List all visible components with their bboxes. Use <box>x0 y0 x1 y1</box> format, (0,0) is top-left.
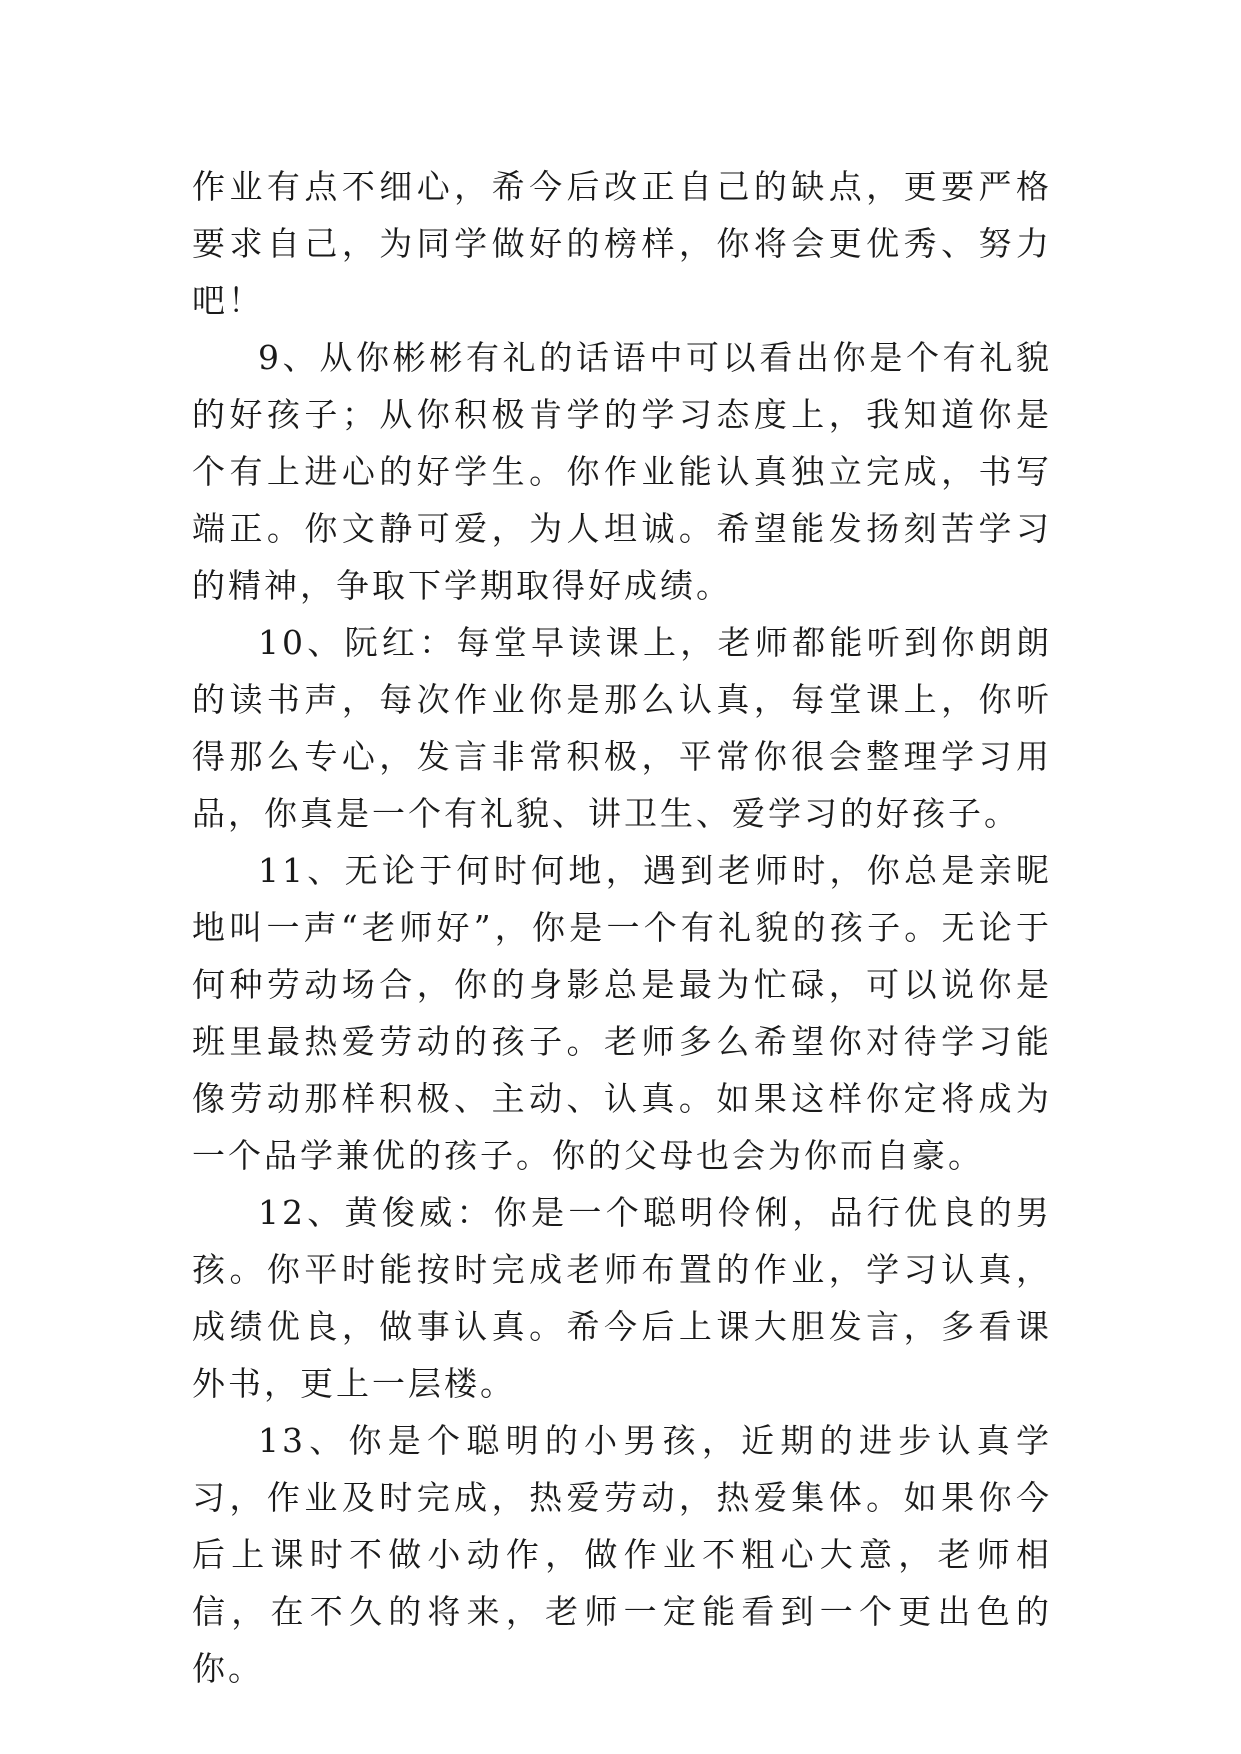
paragraph-item-12: 12、黄俊威：你是一个聪明伶俐，品行优良的男孩。你平时能按时完成老师布置的作业，学习认真，成绩优良，做事认真。希今后上课大胆发言，多看课外书，更上一层楼。 <box>192 1193 1052 1403</box>
paragraph-continuation: 作业有点不细心，希今后改正自己的缺点，更要严格要求自己，为同学做好的榜样，你将会更优秀、努力吧！ <box>192 167 1052 320</box>
paragraph-item-13: 13、你是个聪明的小男孩，近期的进步认真学习，作业及时完成，热爱劳动，热爱集体。如果你今后上课时不做小动作，做作业不粗心大意，老师相信，在不久的将来，老师一定能看到一个更出色的你。 <box>192 1421 1052 1688</box>
document-body <box>192 158 1052 1697</box>
paragraph-item-9: 9、从你彬彬有礼的话语中可以看出你是个有礼貌的好孩子；从你积极肯学的学习态度上，我知道你是个有上进心的好学生。你作业能认真独立完成，书写端正。你文静可爱，为人坦诚。希望能发扬刻苦学习的精神，争取下学期取得好成绩。 <box>192 338 1052 605</box>
paragraph-item-10: 10、阮红：每堂早读课上，老师都能听到你朗朗的读书声，每次作业你是那么认真，每堂课上，你听得那么专心，发言非常积极，平常你很会整理学习用品，你真是一个有礼貌、讲卫生、爱学习的好孩子。 <box>192 623 1052 833</box>
paragraph-item-11: 11、无论于何时何地，遇到老师时，你总是亲昵地叫一声“老师好”，你是一个有礼貌的孩子。无论于何种劳动场合，你的身影总是最为忙碌，可以说你是班里最热爱劳动的孩子。老师多么希望你对待学习能像劳动那样积极、主动、认真。如果这样你定将成为一个品学兼优的孩子。你的父母也会为你而自豪。 <box>192 851 1052 1175</box>
